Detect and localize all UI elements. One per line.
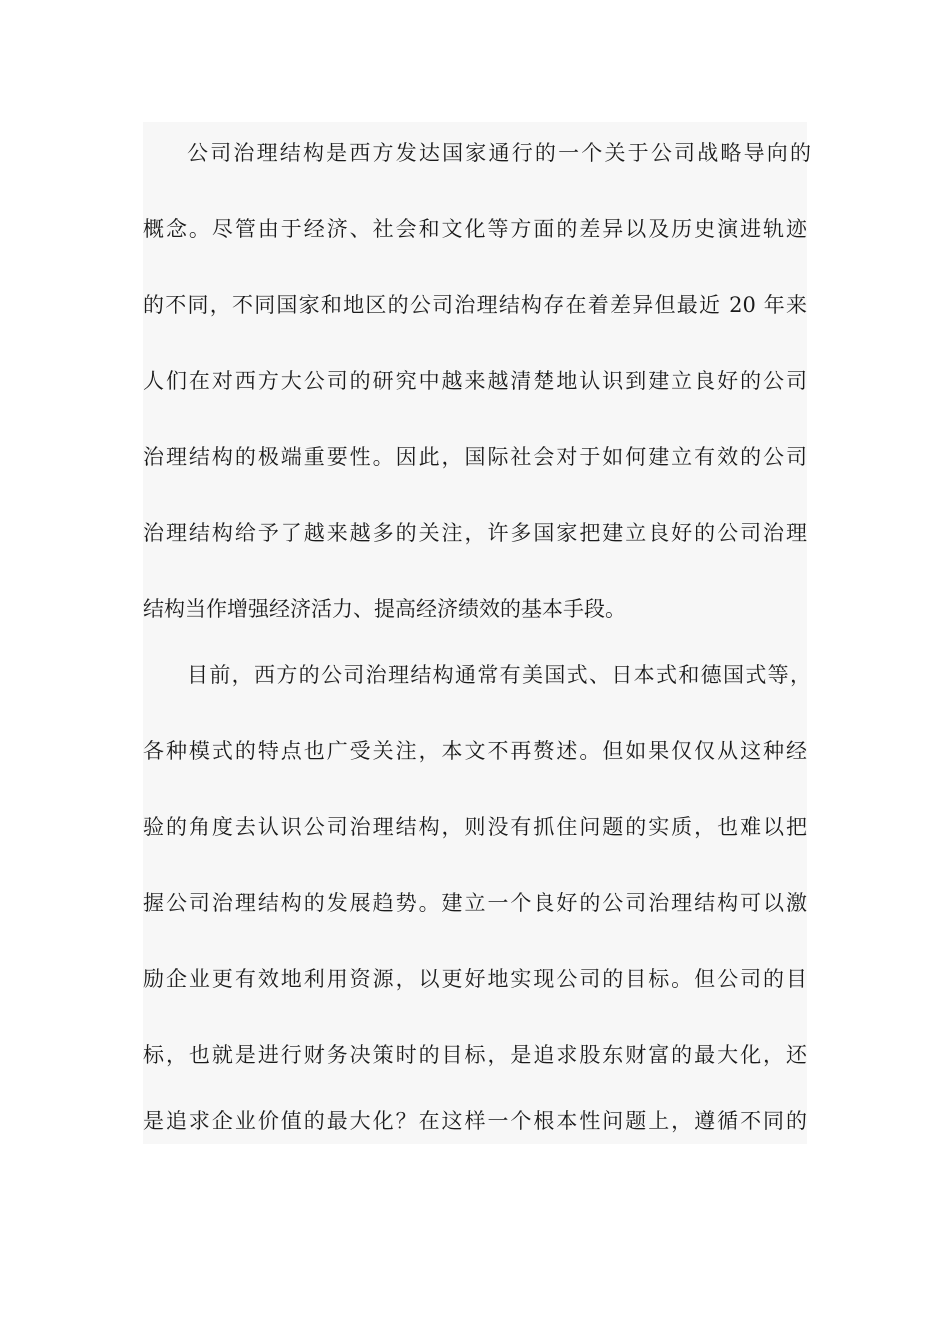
paragraph-2-line-4: 握公司治理结构的发展趋势。建立一个良好的公司治理结构可以激 <box>143 891 807 915</box>
paragraph-2-line-5: 励企业更有效地利用资源，以更好地实现公司的目标。但公司的目 <box>143 967 807 991</box>
paragraph-2-line-2: 各种模式的特点也广受关注，本文不再赘述。但如果仅仅从这种经 <box>143 739 807 763</box>
paragraph-2-line-7: 是追求企业价值的最大化？在这样一个根本性问题上，遵循不同的 <box>143 1109 807 1133</box>
paragraph-1-line-4: 人们在对西方大公司的研究中越来越清楚地认识到建立良好的公司 <box>143 369 807 393</box>
paragraph-2-line-1: 目前，西方的公司治理结构通常有美国式、日本式和德国式等， <box>187 663 811 687</box>
paragraph-2-line-6: 标，也就是进行财务决策时的目标，是追求股东财富的最大化，还 <box>143 1043 807 1067</box>
paragraph-1-line-1: 公司治理结构是西方发达国家通行的一个关于公司战略导向的 <box>187 141 811 165</box>
paragraph-1-line-7: 结构当作增强经济活力、提高经济绩效的基本手段。 <box>143 597 626 621</box>
paragraph-1-line-5: 治理结构的极端重要性。因此，国际社会对于如何建立有效的公司 <box>143 445 807 469</box>
paragraph-1-line-2: 概念。尽管由于经济、社会和文化等方面的差异以及历史演进轨迹 <box>143 217 807 241</box>
paragraph-2-line-3: 验的角度去认识公司治理结构，则没有抓住问题的实质，也难以把 <box>143 815 807 839</box>
paragraph-1-line-6: 治理结构给予了越来越多的关注，许多国家把建立良好的公司治理 <box>143 521 807 545</box>
text-block <box>143 122 811 1144</box>
paragraph-1-line-3: 的不同，不同国家和地区的公司治理结构存在着差异但最近 20 年来 <box>143 293 807 317</box>
